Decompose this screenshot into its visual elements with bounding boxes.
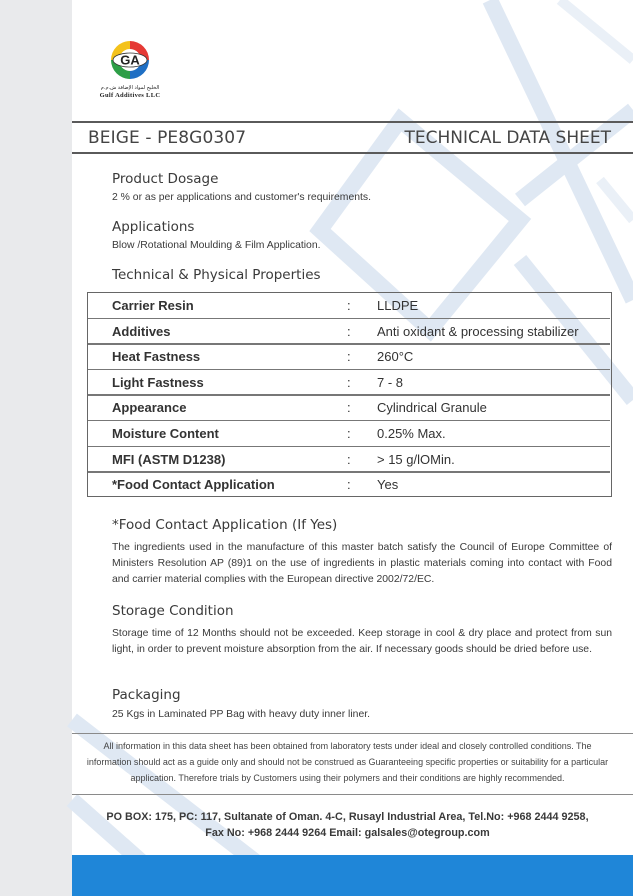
header-rule-top [72, 121, 633, 123]
property-separator: : [347, 374, 351, 390]
property-label: Light Fastness [112, 374, 204, 390]
property-separator: : [347, 477, 351, 493]
company-name-english: Gulf Additives LLC [99, 92, 161, 99]
left-margin-strip [0, 0, 72, 896]
section-text-applications: Blow /Rotational Moulding & Film Application. [112, 240, 321, 251]
table-row [88, 370, 610, 396]
table-row [88, 344, 610, 370]
table-row [88, 472, 610, 498]
footer-color-bar [72, 855, 633, 896]
logo-text: GA [120, 52, 140, 68]
table-row [88, 447, 610, 473]
table-row [88, 319, 610, 345]
disclaimer-rule-top [72, 733, 633, 734]
property-label: *Food Contact Application [112, 477, 275, 493]
company-name-arabic: الخليج لمواد الإضافة ش.م.م [100, 85, 160, 91]
table-row [88, 395, 610, 421]
property-value: Cylindrical Granule [377, 400, 487, 416]
footer-contact-line: Fax No: +968 2444 9264 Email: galsales@otegroup.com [205, 827, 490, 839]
section-text-packaging: 25 Kgs in Laminated PP Bag with heavy duty inner liner. [112, 709, 370, 720]
section-heading-packaging: Packaging [112, 687, 181, 703]
footer-address-line: PO BOX: 175, PC: 117, Sultanate of Oman. 4-C, Rusayl Industrial Area, Tel.No: +968 2444 9258, [106, 811, 589, 823]
section-heading-dosage: Product Dosage [112, 171, 219, 187]
property-label: Moisture Content [112, 426, 219, 441]
table-row [88, 293, 610, 319]
property-separator: : [347, 349, 351, 365]
section-heading-technical: Technical & Physical Properties [112, 267, 321, 283]
document-type: TECHNICAL DATA SHEET [404, 128, 611, 148]
section-text-dosage: 2 % or as per applications and customer's requirements. [112, 192, 371, 203]
property-label: Appearance [112, 400, 187, 416]
property-separator: : [347, 323, 351, 339]
property-label: Heat Fastness [112, 349, 201, 365]
contact-footer [80, 809, 615, 841]
section-text-food-contact: The ingredients used in the manufacture of this master batch satisfy the Council of Europe Committee of Ministers Resolution AP (89)1 on the use of ingredients in plastic materials coming into contact with Food and carrier material complies with the European directive 2002/72/EC. [112, 542, 612, 585]
property-label: Additives [112, 323, 171, 339]
property-value: Yes [377, 477, 399, 493]
property-value: LLDPE [377, 298, 419, 313]
property-separator: : [347, 400, 351, 416]
property-separator: : [347, 298, 351, 313]
property-value: 260°C [377, 349, 414, 365]
properties-table [87, 292, 612, 497]
section-heading-applications: Applications [112, 219, 195, 235]
disclaimer-rule-bottom [72, 794, 633, 795]
table-row [88, 421, 610, 447]
property-value: 0.25% Max. [377, 426, 446, 441]
property-value: Anti oxidant & processing stabilizer [377, 323, 579, 339]
section-heading-storage: Storage Condition [112, 603, 234, 619]
header-rule-bottom [72, 152, 633, 154]
property-label: Carrier Resin [112, 298, 194, 313]
disclaimer-text: All information in this data sheet has been obtained from laboratory tests under ideal and closely controlled conditions. The information should act as a guide only and should not be construed as Guaranteeing specific properties or suitability for a particular application. Therefore trials by Customers using their polymers and their conditions are highly recommended. [86, 741, 609, 783]
property-label: MFI (ASTM D1238) [112, 451, 226, 467]
product-name: BEIGE - PE8G0307 [88, 128, 247, 148]
property-separator: : [347, 426, 351, 441]
property-value: > 15 g/lOMin. [377, 451, 455, 467]
property-value: 7 - 8 [377, 374, 404, 390]
section-text-storage: Storage time of 12 Months should not be exceeded. Keep storage in cool & dry place and protect from sun light, in order to prevent moisture absorption from the air. If necessary goods should be dried before use. [112, 628, 612, 655]
property-separator: : [347, 451, 351, 467]
section-heading-food-contact: *Food Contact Application (If Yes) [112, 517, 338, 533]
